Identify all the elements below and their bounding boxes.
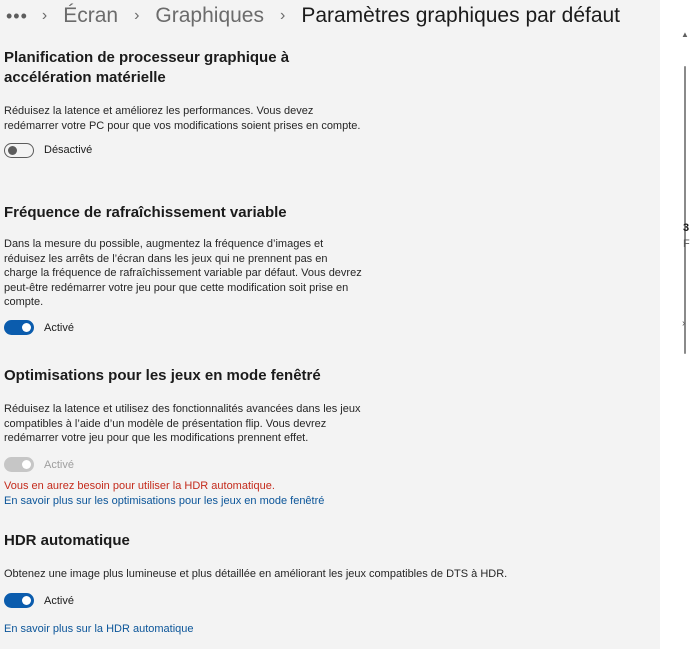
scroll-up-arrow-icon[interactable]: ▲ (681, 30, 689, 39)
auto-hdr-description: Obtenez une image plus lumineuse et plus détaillée en améliorant les jeux compatibles de DTS à HDR. (4, 568, 508, 580)
chevron-right-icon: › (280, 7, 286, 24)
toggle-knob (8, 146, 17, 155)
variable-refresh-description: Dans la mesure du possible, augmentez la fréquence d’images et réduisez les arrêts de l’écran dans les jeux qui ne prennent pas en charge la fréquence de rafraîchissement variable par défaut. Vous devrez peut-être redémarrer votre jeu pour que cette modification soit prise en compte. (4, 238, 362, 309)
page-title: Paramètres graphiques par défaut (301, 4, 621, 27)
more-crumbs-button[interactable]: ••• (6, 5, 28, 26)
edge-text-fragment: F (683, 238, 690, 250)
auto-hdr-learn-more-link[interactable]: En savoir plus sur la HDR automatique (4, 622, 194, 635)
scrollbar[interactable] (676, 34, 688, 644)
scrollbar-thumb[interactable] (684, 66, 686, 354)
variable-refresh-toggle-label: Activé (44, 321, 74, 334)
gpu-scheduling-title-line1: Planification de processeur graphique à (4, 49, 290, 66)
variable-refresh-section (4, 203, 364, 337)
gpu-scheduling-toggle[interactable] (4, 143, 34, 158)
gpu-scheduling-toggle-label: Désactivé (44, 144, 93, 157)
gpu-scheduling-title-line2: accélération matérielle (4, 69, 166, 86)
breadcrumb-item-graphiques[interactable]: Graphiques (155, 4, 264, 27)
breadcrumb-item-ecran[interactable]: Écran (63, 4, 119, 27)
gpu-scheduling-section (4, 48, 364, 159)
chevron-right-icon: › (134, 7, 140, 24)
toggle-knob (22, 460, 31, 469)
windowed-games-title: Optimisations pour les jeux en mode fenêtré (4, 367, 321, 384)
gpu-scheduling-title (4, 48, 364, 88)
windowed-games-description: Réduisez la latence et utilisez des fonctionnalités avancées dans les jeux compatibles à l’aide d’un modèle de présentation flip. Vous devrez redémarrer votre jeu pour que les modifications prennent effet. (4, 403, 361, 445)
chevron-right-icon: › (682, 318, 686, 329)
auto-hdr-toggle-row (4, 592, 524, 610)
auto-hdr-toggle-label: Activé (44, 594, 74, 607)
windowed-games-toggle-label: Activé (44, 458, 74, 471)
chevron-right-icon: › (41, 7, 48, 24)
windowed-games-toggle-row (4, 456, 364, 474)
variable-refresh-toggle-row (4, 319, 364, 337)
auto-hdr-section (4, 531, 524, 635)
gpu-scheduling-toggle-row (4, 141, 364, 159)
toggle-knob (22, 596, 31, 605)
breadcrumb (6, 0, 620, 32)
gpu-scheduling-description: Réduisez la latence et améliorez les performances. Vous devez redémarrer votre PC pour que vos modifications soient prises en compte. (4, 105, 361, 132)
edge-text-fragment: 3 (683, 222, 690, 234)
auto-hdr-title: HDR automatique (4, 532, 130, 549)
auto-hdr-toggle[interactable] (4, 593, 34, 608)
variable-refresh-title: Fréquence de rafraîchissement variable (4, 204, 287, 221)
windowed-games-learn-more-link[interactable]: En savoir plus sur les optimisations pour les jeux en mode fenêtré (4, 494, 325, 507)
windowed-games-section (4, 366, 364, 507)
toggle-knob (22, 323, 31, 332)
windowed-games-toggle[interactable] (4, 457, 34, 472)
auto-hdr-required-warning: Vous en aurez besoin pour utiliser la HDR automatique. (4, 479, 275, 492)
variable-refresh-toggle[interactable] (4, 320, 34, 335)
